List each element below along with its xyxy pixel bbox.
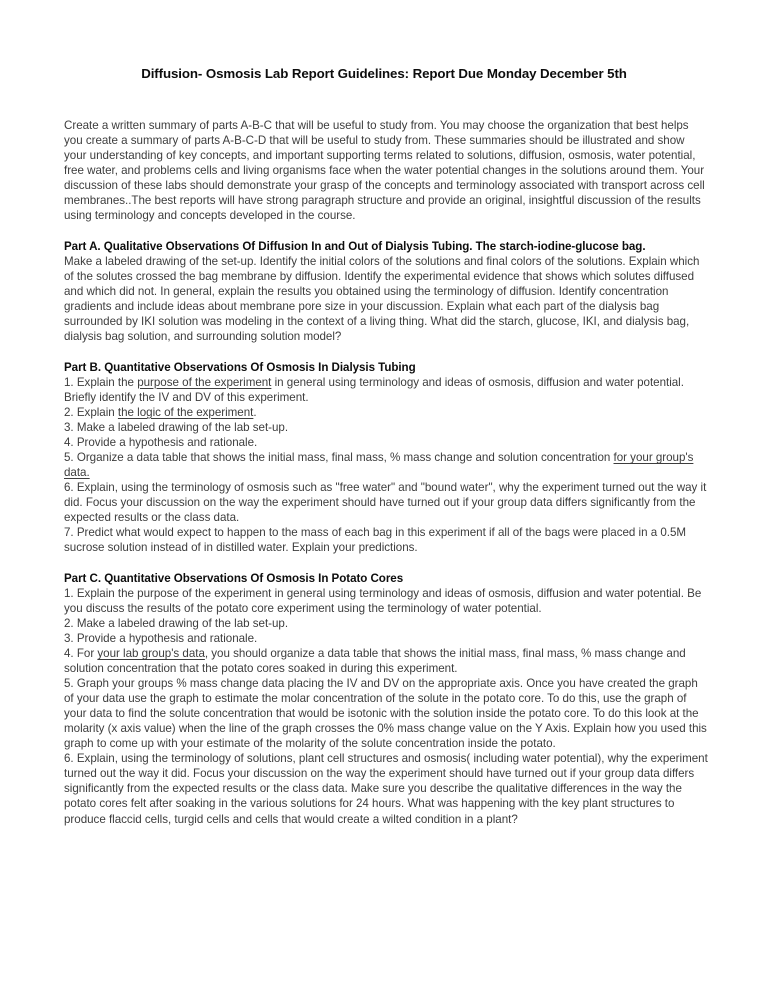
- part-c-heading: Part C. Quantitative Observations Of Osmosis In Potato Cores: [64, 571, 404, 585]
- spacer: [64, 223, 708, 239]
- part-c-item-2: 2. Make a labeled drawing of the lab set-up.: [64, 616, 289, 630]
- spacer: [64, 555, 708, 571]
- part-b-item-1-post: in general using terminology and ideas of osmosis, diffusion and water potential. Briefly identify the IV and DV of this experiment.: [64, 375, 684, 404]
- part-b-item-1: [64, 375, 708, 405]
- part-c-item-3: 3. Provide a hypothesis and rationale.: [64, 631, 258, 645]
- part-b-item-5-pre: 5. Organize a data table that shows the initial mass, final mass, % mass change and solution concentration: [64, 450, 614, 464]
- part-b-item-6: 6. Explain, using the terminology of osmosis such as "free water" and "bound water", why the experiment turned out the way it did. Focus your discussion on the way the experiment should have turned out if your group data differs significantly from the expected results or the class data.: [64, 481, 707, 525]
- part-b-item-2: [64, 405, 708, 420]
- part-b-item-2-post: .: [253, 405, 257, 419]
- part-a-heading: Part A. Qualitative Observations Of Diffusion In and Out of Dialysis Tubing. The starch-iodine-glucose bag.: [64, 239, 646, 253]
- page-title: Diffusion- Osmosis Lab Report Guidelines: Report Due Monday December 5th: [141, 66, 627, 81]
- part-c-item-4-post: , you should organize a data table that shows the initial mass, final mass, % mass change and solution concentration that the potato cores soaked in during this experiment.: [64, 647, 686, 676]
- spacer: [64, 344, 708, 360]
- part-b-item-3: 3. Make a labeled drawing of the lab set-up.: [64, 420, 289, 434]
- part-b-item-7: 7. Predict what would expect to happen to the mass of each bag in this experiment if all of the bags were placed in a 0.5M sucrose solution instead of in distilled water. Explain your predictions.: [64, 526, 687, 555]
- part-c-item-5: 5. Graph your groups % mass change data placing the IV and DV on the appropriate axis. Once you have created the graph of your data use the graph to estimate the molar concentration of the solute in the potato core. To do this, use the graph of your data to find the solute concentration that would be isotonic with the solution inside the potato core. To do this look at the molarity (x axis value) when the line of the graph crosses the 0% mass change value on the Y Axis. Explain how you used this graph to come up with your estimate of the molarity of the solute concentration inside the potato.: [64, 677, 707, 751]
- intro-paragraph: Create a written summary of parts A-B-C that will be useful to study from. You may choose the organization that best helps you create a summary of parts A-B-C-D that will be useful to study from. These summaries should be illustrated and show your understanding of key concepts, and important supporting terms related to solutions, diffusion, osmosis, water potential, free water, and problems cells and living organisms face when the water potential changes in the solutions around them. Your discussion of these labs should demonstrate your grasp of the concepts and terminology associated with transport across cell membranes..The best reports will have strong paragraph structure and provide an original, insightful discussion of the results using terminology and concepts developed in the course.: [64, 119, 705, 223]
- part-b-item-2-pre: 2. Explain: [64, 405, 118, 419]
- part-a-body: Make a labeled drawing of the set-up. Identify the initial colors of the solutions and final colors of the solutions. Explain which of the solutes crossed the bag membrane by diffusion. Identify the experimental evidence that shows which solutes diffused and which did not. In general, explain the results you obtained using the terminology of diffusion. Identify concentration gradients and include ideas about membrane pore size in your discussion. Explain what each part of the dialysis bag surrounded by IKI solution was modeling in the context of a living thing. What did the starch, glucose, IKI, and dialysis bag, dialysis bag solution, and surrounding solution model?: [64, 254, 700, 344]
- part-b-item-5-underlined: for your group's data.: [64, 450, 694, 479]
- part-b-item-4: 4. Provide a hypothesis and rationale.: [64, 435, 258, 449]
- part-c-item-1: 1. Explain the purpose of the experiment in general using terminology and ideas of osmosis, diffusion and water potential. Be you discuss the results of the potato core experiment using the terminology of water potential.: [64, 586, 702, 615]
- part-c-item-6: 6. Explain, using the terminology of solutions, plant cell structures and osmosis( including water potential), why the experiment turned out the way it did. Focus your discussion on the way the experiment should have turned out if your group data differs significantly from the expected results or the class data. Make sure you describe the qualitative differences in the way the potato cores felt after soaking in the various solutions for 24 hours. What was happening with the key plant structures to produce flaccid cells, turgid cells and cells that would create a wilted condition in a plant?: [64, 752, 708, 826]
- part-c-item-4-underlined: your lab group's data: [97, 647, 205, 660]
- part-b-heading: Part B. Quantitative Observations Of Osmosis In Dialysis Tubing: [64, 360, 416, 374]
- part-b-item-5: [64, 450, 708, 480]
- part-c-item-4: [64, 646, 708, 676]
- part-b-item-1-underlined: purpose of the experiment: [137, 375, 272, 389]
- part-b-item-1-pre: 1. Explain the: [64, 375, 138, 389]
- part-c-item-4-pre: 4. For: [64, 647, 98, 660]
- document-body: [64, 118, 708, 827]
- part-b-item-2-underlined: the logic of the experiment: [117, 405, 254, 419]
